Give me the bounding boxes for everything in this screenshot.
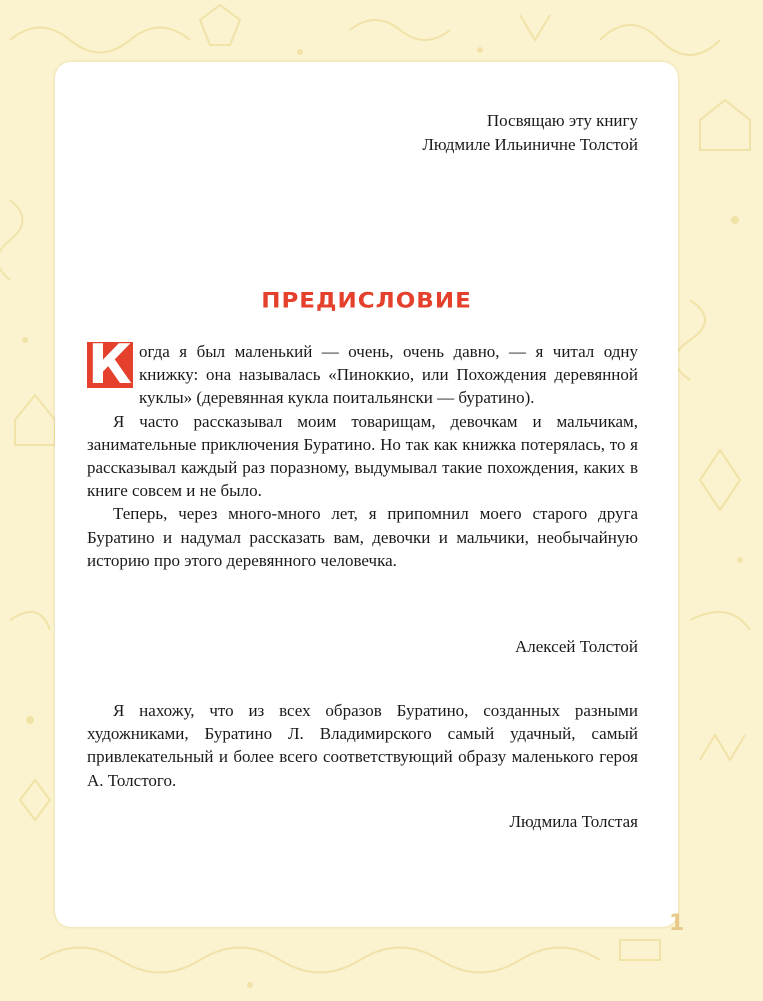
- paragraph: Теперь, через много-много лет, я припомнил моего старого друга Буратино и надумал рассказать вам, девочки и мальчики, необычайную историю про этого деревянного человечка.: [87, 504, 638, 570]
- signature-second: Людмила Толстая: [509, 812, 638, 831]
- page-panel: [55, 62, 678, 927]
- dedication: [422, 109, 638, 157]
- dedication-line: Людмиле Ильиничне Толстой: [422, 135, 638, 154]
- paragraph: Я часто рассказывал моим товарищам, девочкам и мальчикам, занимательные приключения Буратино. Но так как книжка потерялась, то я рассказывал каждый раз поразному, выдумывал такие похождения, каких в книге совсем и не было.: [87, 411, 638, 501]
- dedication-line: Посвящаю эту книгу: [486, 111, 638, 130]
- paragraph: Я нахожу, что из всех образов Буратино, созданных разными художниками, Буратино Л. Владимирского самый удачный, самый привлекательный и более всего соответствующий образу маленького героя А. Толстого.: [87, 701, 638, 790]
- paragraph: [87, 340, 638, 410]
- preface-text: [87, 340, 638, 572]
- page-heading: ПРЕДИСЛОВИЕ: [261, 289, 472, 313]
- signature-author: Алексей Толстой: [514, 637, 638, 656]
- paragraph-text: огда я был маленький — очень, очень давно, — я читал одну книжку: она называлась «Пиноккио, или Похождения деревянной куклы» (деревянная кукла поитальянски — буратино).: [139, 342, 638, 408]
- afterword-text: [87, 699, 638, 792]
- page-number: 1: [669, 911, 685, 936]
- drop-cap: К: [87, 342, 133, 388]
